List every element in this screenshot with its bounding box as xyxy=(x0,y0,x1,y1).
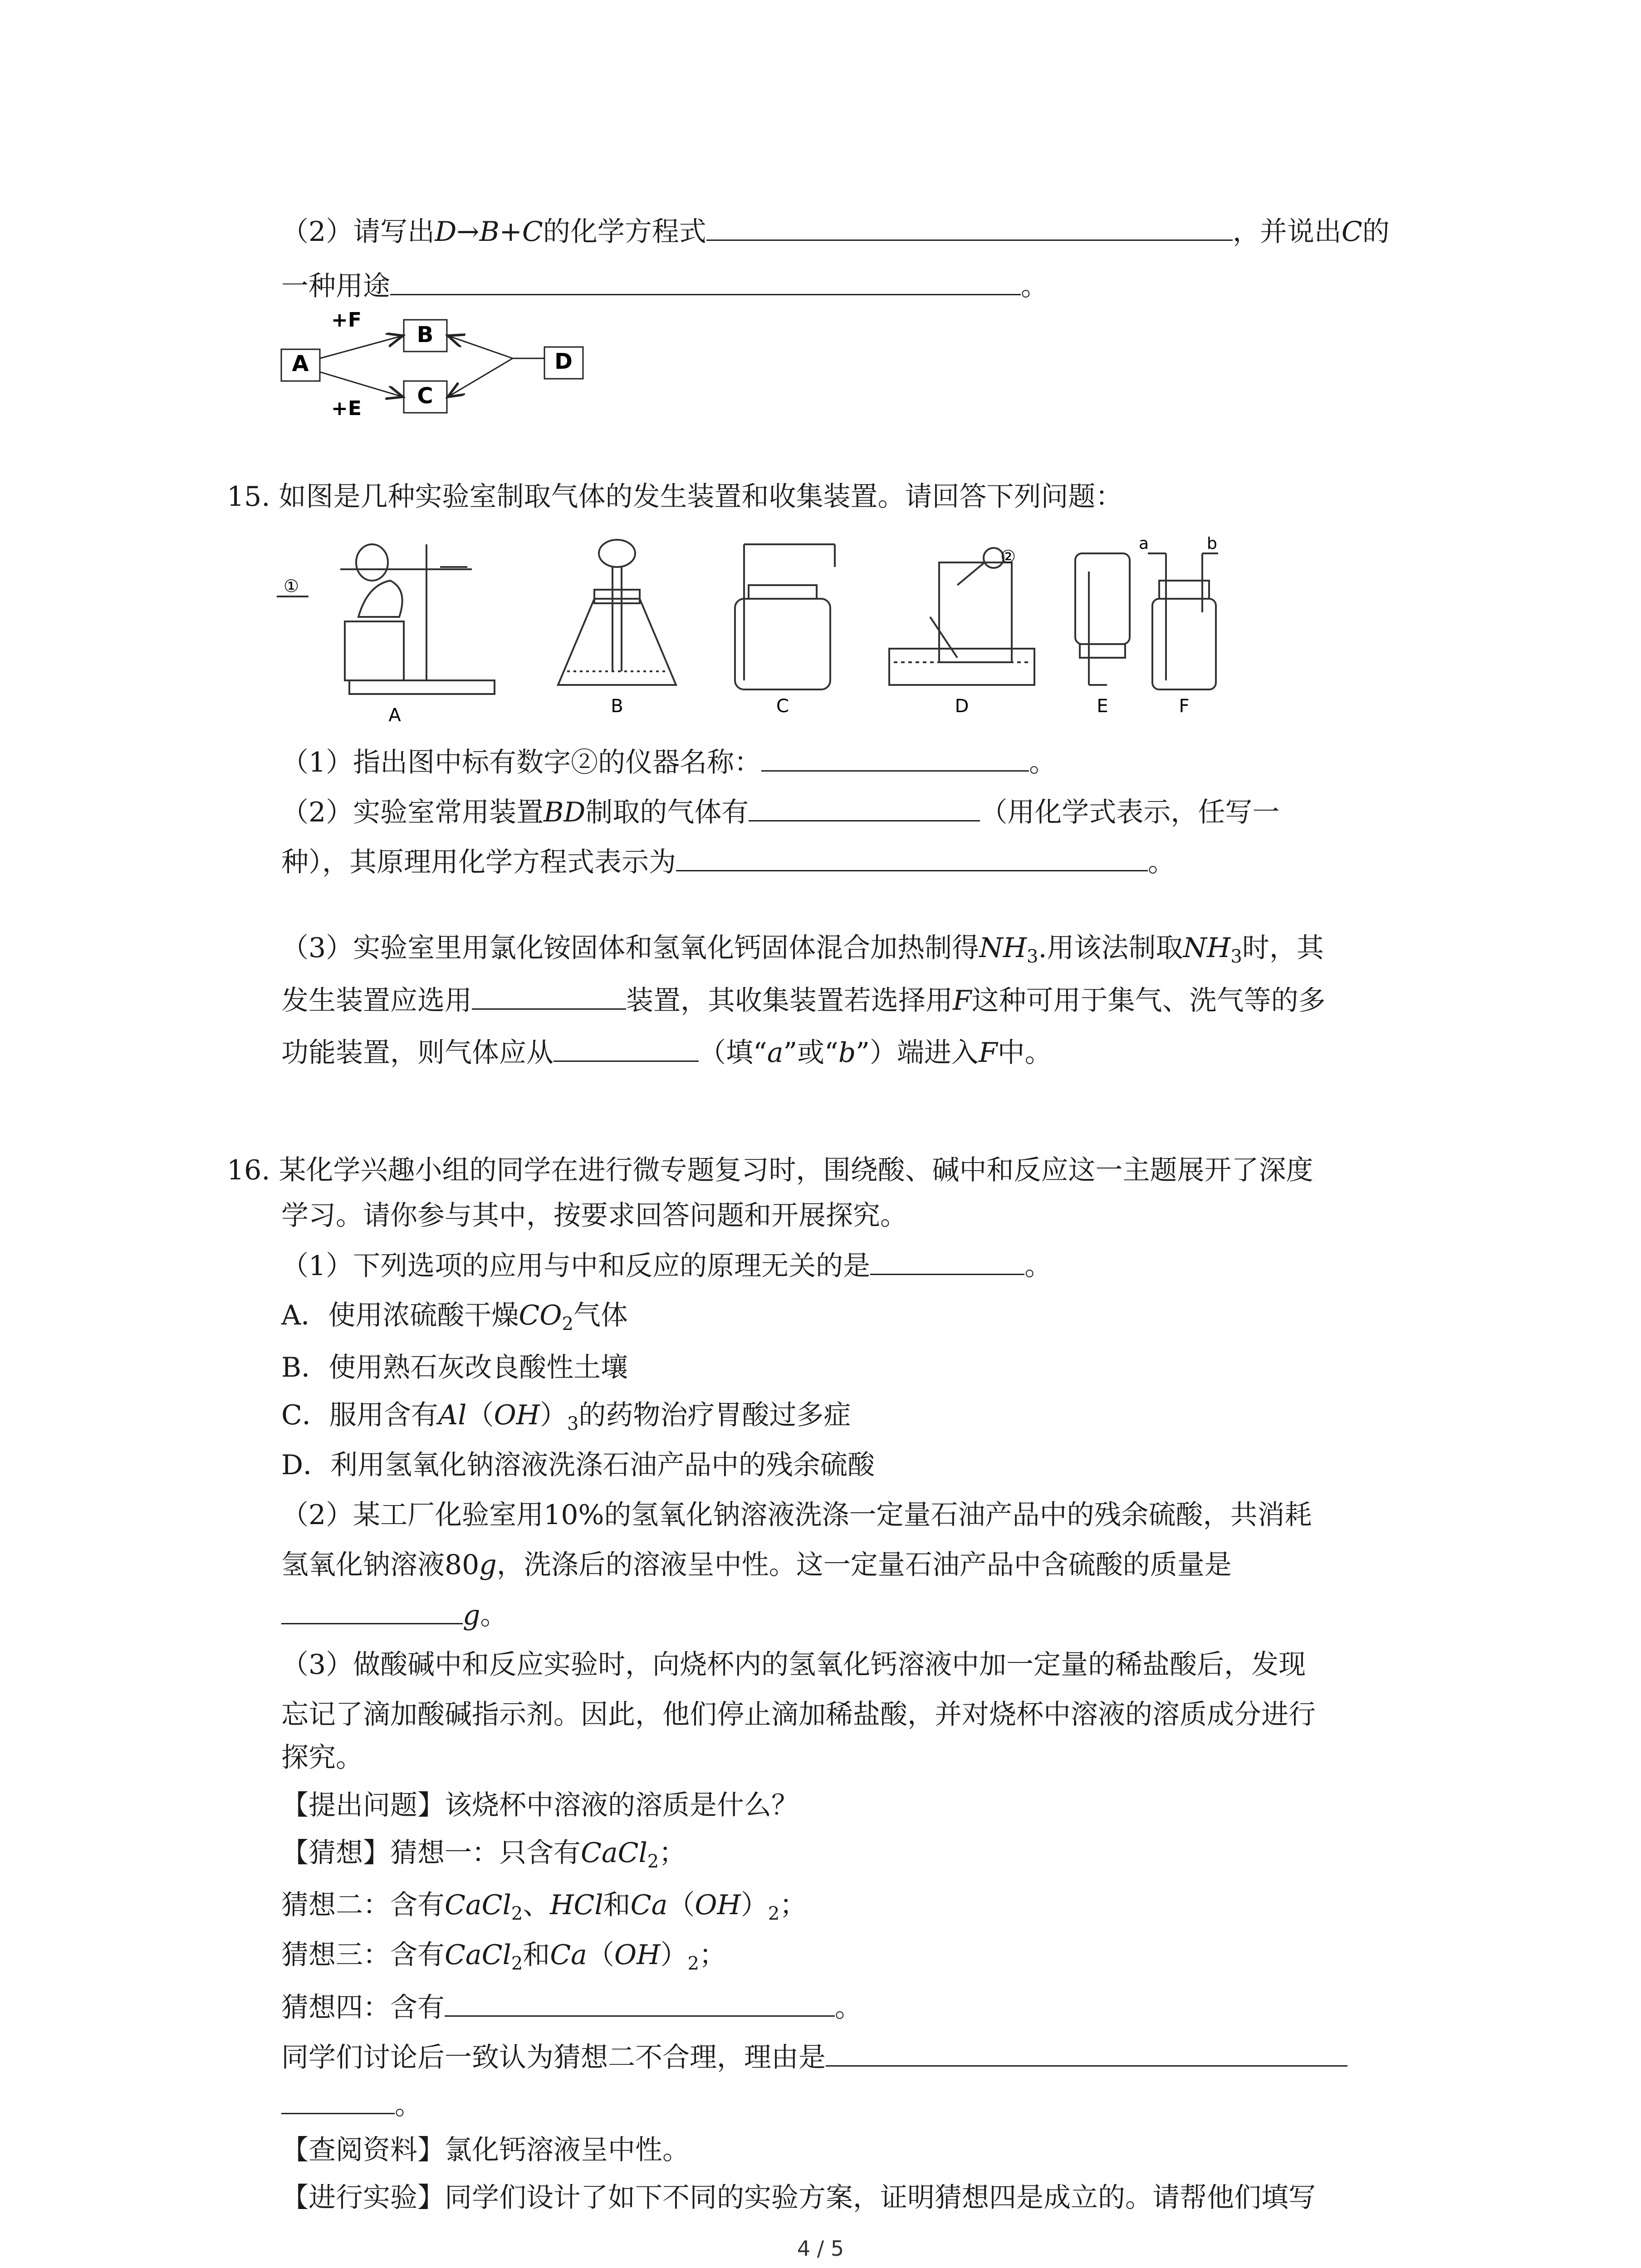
q15-stem: 15. 如图是几种实验室制取气体的发生装置和收集装置。请回答下列问题： xyxy=(227,481,1123,513)
q16-part2-line1: （2）某工厂化验室用10%的氢氧化钠溶液洗涤一定量石油产品中的残余硫酸，共消耗 xyxy=(281,1499,1312,1531)
q15-part3-line3: 功能装置，则气体应从 （填“a”或“b”）端进入F中。 xyxy=(281,1034,1052,1071)
q16-part1: （1）下列选项的应用与中和反应的原理无关的是 。 xyxy=(281,1247,1052,1284)
marker-circle-2: ② xyxy=(1000,547,1016,567)
q16-guess-2: 猜想二：含有CaCl$_2$、HCl和$Ca(OH)_2$； xyxy=(281,1889,807,1924)
port-label-a: a xyxy=(1139,535,1149,553)
q15-apparatus-figure xyxy=(277,535,1220,726)
apparatus-label: A xyxy=(388,705,401,726)
q16-option-a: A．使用浓硫酸干燥$CO_2$气体 xyxy=(281,1300,628,1334)
answer-blank[interactable] xyxy=(554,1034,699,1062)
q15-part2-line1: （2）实验室常用装置BD制取的气体有 （用化学式表示，任写一 xyxy=(281,794,1279,831)
q16-part3-line1: （3）做酸碱中和反应实验时，向烧杯内的氢氧化钙溶液中加一定量的稀盐酸后，发现 xyxy=(281,1649,1306,1681)
q16-info: 【查阅资料】氯化钙溶液呈中性。 xyxy=(281,2134,690,2166)
q15-part1: （1）指出图中标有数字②的仪器名称： 。 xyxy=(281,744,1056,781)
q14-relation-diagram xyxy=(277,308,594,422)
answer-blank[interactable] xyxy=(390,268,1021,295)
q16-option-c: C．服用含有$Al(OH)_3$的药物治疗胃酸过多症 xyxy=(281,1399,851,1434)
apparatus-label: F xyxy=(1179,696,1190,717)
q16-stem-line1: 16. 某化学兴趣小组的同学在进行微专题复习时，围绕酸、碱中和反应这一主题展开了深度 xyxy=(227,1154,1313,1186)
page-number: 4 / 5 xyxy=(797,2236,844,2261)
q14-part2-line1: （2）请写出D→B+C的化学方程式 ，并说出C的 xyxy=(281,213,1390,250)
q16-discuss-line2: 。 xyxy=(281,2087,422,2123)
q16-guess-1: 【猜想】猜想一：只含有CaCl$_2$； xyxy=(281,1837,686,1872)
answer-blank[interactable] xyxy=(281,1597,463,1624)
answer-blank[interactable] xyxy=(870,1247,1024,1275)
diagram-label-a: A xyxy=(292,351,309,376)
q16-guess-4: 猜想四：含有 。 xyxy=(281,1989,862,2026)
q16-part3-line3: 探究。 xyxy=(281,1742,363,1774)
q16-option-d: D．利用氢氧化钠溶液洗涤石油产品中的残余硫酸 xyxy=(281,1449,875,1481)
answer-blank[interactable] xyxy=(676,844,1148,871)
q16-guess-3: 猜想三：含有CaCl$_2$和$Ca(OH)_2$； xyxy=(281,1939,726,1974)
marker-circle-1: ① xyxy=(284,576,299,596)
diagram-label-plus-e: +E xyxy=(331,397,362,420)
q16-experiment: 【进行实验】同学们设计了如下不同的实验方案，证明猜想四是成立的。请帮他们填写 xyxy=(281,2182,1316,2214)
q16-option-b: B．使用熟石灰改良酸性土壤 xyxy=(281,1352,628,1383)
apparatus-label: C xyxy=(776,696,789,717)
apparatus-label: B xyxy=(611,696,623,717)
answer-blank[interactable] xyxy=(281,2087,395,2114)
answer-blank[interactable] xyxy=(826,2039,1347,2067)
q16-part2-line3: g。 xyxy=(281,1597,507,1633)
answer-blank[interactable] xyxy=(445,1989,835,2017)
apparatus-label: E xyxy=(1097,696,1108,717)
answer-blank[interactable] xyxy=(706,213,1233,241)
q16-part2-line2: 氢氧化钠溶液80g，洗涤后的溶液呈中性。这一定量石油产品中含硫酸的质量是 xyxy=(281,1549,1232,1581)
diagram-label-d: D xyxy=(554,349,573,374)
port-label-b: b xyxy=(1207,535,1217,553)
q16-part3-line2: 忘记了滴加酸碱指示剂。因此，他们停止滴加稀盐酸，并对烧杯中溶液的溶质成分进行 xyxy=(281,1699,1316,1730)
apparatus-label: D xyxy=(955,696,969,717)
q16-question: 【提出问题】该烧杯中溶液的溶质是什么？ xyxy=(281,1789,798,1821)
q15-part3-line1: （3）实验室里用氯化铵固体和氢氧化钙固体混合加热制得$NH_3$.用该法制取$NH_3$时，其 xyxy=(281,932,1324,967)
q16-discuss-line1: 同学们讨论后一致认为猜想二不合理，理由是 xyxy=(281,2039,1347,2076)
q16-stem-line2: 学习。请你参与其中，按要求回答问题和开展探究。 xyxy=(281,1200,907,1232)
q14-part2-line2: 一种用途 。 xyxy=(281,268,1048,304)
q15-part2-line2: 种），其原理用化学方程式表示为 。 xyxy=(281,844,1175,880)
answer-blank[interactable] xyxy=(472,982,626,1010)
diagram-label-plus-f: +F xyxy=(331,308,362,332)
diagram-label-c: C xyxy=(417,383,433,409)
q15-part3-line2: 发生装置应选用 装置，其收集装置若选择用F这种可用于集气、洗气等的多 xyxy=(281,982,1326,1019)
answer-blank[interactable] xyxy=(761,744,1029,772)
answer-blank[interactable] xyxy=(749,794,980,821)
diagram-label-b: B xyxy=(416,322,434,347)
